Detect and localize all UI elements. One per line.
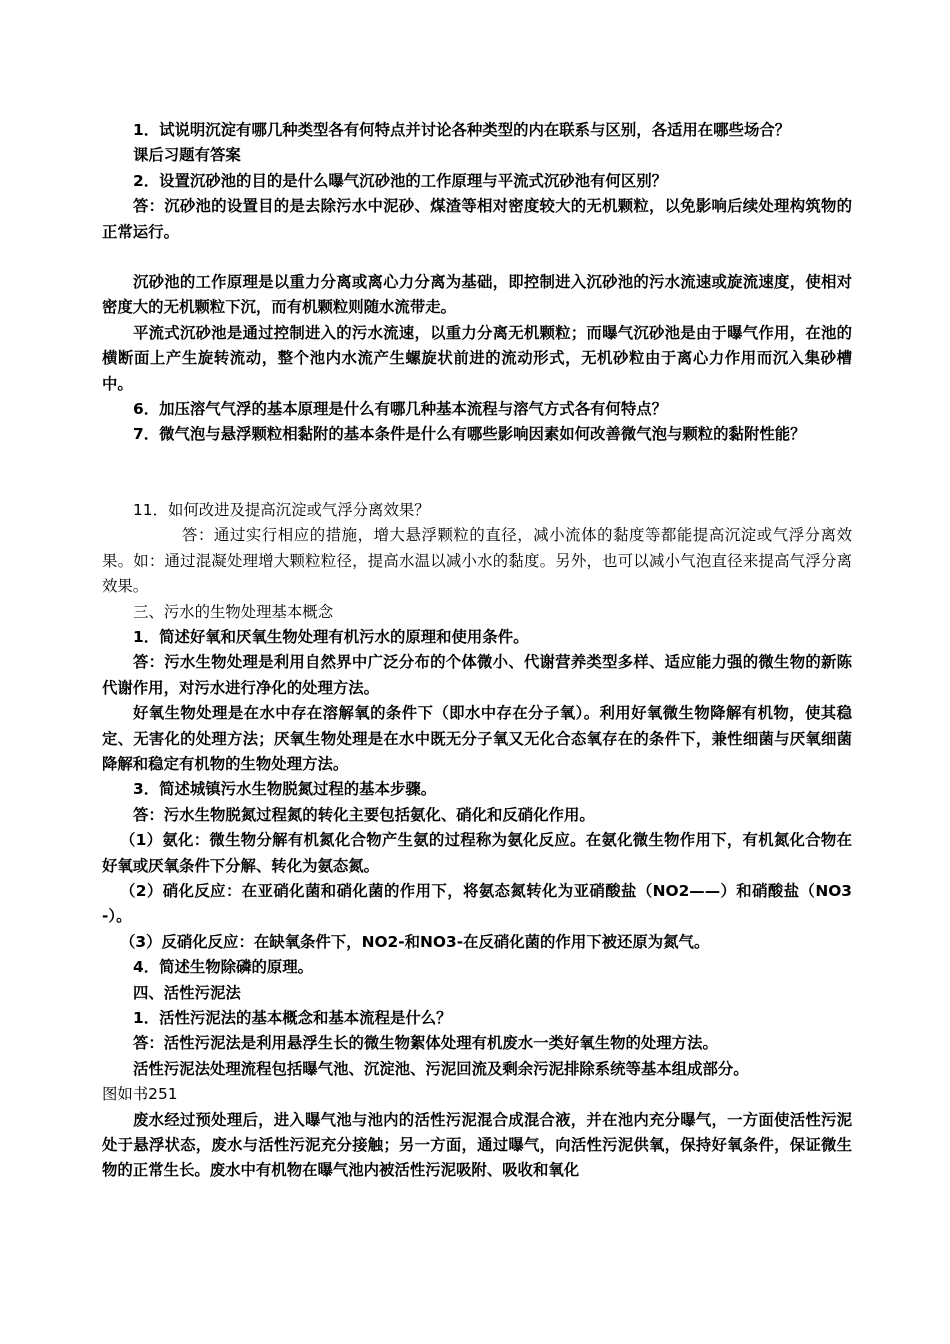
question-6: 6．加压溶气气浮的基本原理是什么有哪几种基本流程与溶气方式各有何特点？ (133, 400, 667, 419)
question-3-1: 1．简述好氧和厌氧生物处理有机污水的原理和使用条件。 (133, 627, 529, 646)
answer-2-principle: 沉砂池的工作原理是以重力分离或离心力分离为基础，即控制进入沉砂池的污水流速或旋流速度，使相对密度大的无机颗粒下沉，而有机颗粒则随水流带走。 (102, 273, 852, 317)
blank-lines (102, 448, 852, 498)
note-answer-in-exercises: 课后习题有答案 (133, 146, 241, 165)
section-4-heading: 四、活性污泥法 (133, 983, 241, 1002)
answer-2-difference: 平流式沉砂池是通过控制进入的污水流速，以重力分离无机颗粒；而曝气沉砂池是由于曝气作用，在池的横断面上产生旋转流动，整个池内水流产生螺旋状前进的流动形式，无机砂粒由于离心力作用而沉入集砂槽中。 (102, 323, 852, 393)
question-3-3: 3．简述城镇污水生物脱氮过程的基本步骤。 (133, 780, 437, 799)
question-7: 7．微气泡与悬浮颗粒相黏附的基本条件是什么有哪些影响因素如何改善微气泡与颗粒的黏附性能？ (133, 425, 806, 444)
question-4-1: 1．活性污泥法的基本概念和基本流程是什么？ (133, 1009, 452, 1027)
answer-4-1-description: 废水经过预处理后，进入曝气池与池内的活性污泥混合成混合液，并在池内充分曝气，一方面使活性污泥处于悬浮状态，废水与活性污泥充分接触；另一方面，通过曝气，向活性污泥供氧，保持好氧条件，保证微生物的正常生长。废水中有机物在曝气池内被活性污泥吸附、吸收和氧化 (102, 1110, 852, 1180)
answer-2-purpose: 答：沉砂池的设置目的是去除污水中泥砂、煤渣等相对密度较大的无机颗粒，以免影响后续处理构筑物的正常运行。 (102, 197, 852, 241)
answer-3-3-nitrification: （2）硝化反应：在亚硝化菌和硝化菌的作用下，将氨态氮转化为亚硝酸盐（NO2——）和硝酸盐（NO3-）。 (102, 881, 852, 926)
answer-11: 答：通过实行相应的措施，增大悬浮颗粒的直径，减小流体的黏度等都能提高沉淀或气浮分离效果。如：通过混凝处理增大颗粒粒径，提高水温以减小水的黏度。另外，也可以减小气泡直径来提高气浮分离效果。 (102, 526, 852, 596)
question-11: 11．如何改进及提高沉淀或气浮分离效果？ (133, 500, 430, 519)
answer-3-3-intro: 答：污水生物脱氮过程氮的转化主要包括氨化、硝化和反硝化作用。 (133, 805, 595, 824)
answer-4-1-process: 活性污泥法处理流程包括曝气池、沉淀池、污泥回流及剩余污泥排除系统等基本组成部分。 (133, 1059, 749, 1078)
answer-3-1-detail: 好氧生物处理是在水中存在溶解氧的条件下（即水中存在分子氧）。利用好氧微生物降解有机物，使其稳定、无害化的处理方法；厌氧生物处理是在水中既无分子氧又无化合态氧存在的条件下，兼性细菌与厌氧细菌降解和稳定有机物的生物处理方法。 (102, 704, 852, 773)
question-1: 1．试说明沉淀有哪几种类型各有何特点并讨论各种类型的内在联系与区别，各适用在哪些场合？ (133, 121, 791, 139)
section-3-heading: 三、污水的生物处理基本概念 (133, 602, 334, 621)
figure-reference: 图如书251 (102, 1085, 178, 1104)
answer-3-3-ammonification: （1）氨化：微生物分解有机氮化合物产生氨的过程称为氨化反应。在氨化微生物作用下，有机氮化合物在好氧或厌氧条件下分解、转化为氨态氮。 (102, 831, 852, 875)
question-3-4: 4．简述生物除磷的原理。 (133, 958, 314, 977)
answer-3-1-intro: 答：污水生物处理是利用自然界中广泛分布的个体微小、代谢营养类型多样、适应能力强的微生物的新陈代谢作用，对污水进行净化的处理方法。 (102, 653, 852, 697)
document-page (102, 118, 852, 1184)
answer-4-1-definition: 答：活性污泥法是利用悬浮生长的微生物絮体处理有机废水一类好氧生物的处理方法。 (133, 1034, 718, 1053)
question-2: 2．设置沉砂池的目的是什么曝气沉砂池的工作原理与平流式沉砂池有何区别？ (133, 171, 667, 190)
blank-line (102, 245, 852, 270)
answer-3-3-denitrification: （3）反硝化反应：在缺氧条件下，NO2-和NO3-在反硝化菌的作用下被还原为氮气。 (120, 932, 710, 951)
